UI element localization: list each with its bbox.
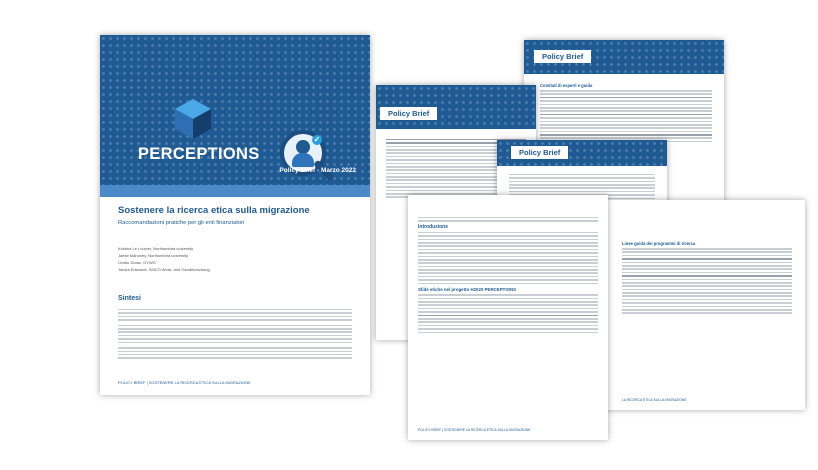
cover-date: Policy Brief - Marzo 2022 (279, 167, 356, 174)
section-heading: Comitati di esperti e guida (540, 83, 593, 88)
page-title: Sostenere la ricerca etica sulla migrazione (118, 205, 310, 216)
page-header (497, 140, 667, 166)
page-text (622, 238, 792, 316)
author: Kristina Le Louvier, Northumbria university (118, 246, 194, 251)
page-footer: POLICY BRIEF | SOSTENERE LA RICERCA ETICA SULLA MIGRAZIONE (118, 380, 251, 385)
check-icon: ✓ (313, 135, 321, 144)
page-text (540, 80, 712, 144)
page-footer: LA RICERCA ETICA SULLA MIGRAZIONE (622, 398, 687, 402)
author: Jamie Mahoney, Northumbria university (118, 253, 189, 258)
person-body-icon (292, 153, 314, 167)
cover-header (100, 35, 370, 185)
page-header (376, 85, 536, 129)
policy-brief-tab: Policy Brief (380, 107, 437, 120)
section-heading: Linee guida dei programmi di ricerca (622, 241, 696, 246)
author-list (118, 245, 210, 273)
cover-titles (118, 205, 352, 226)
section-heading: Introduzione (418, 223, 448, 230)
policy-brief-page-6 (600, 200, 805, 410)
section-heading: Sintesi (118, 295, 141, 302)
policy-brief-page-5 (408, 195, 608, 440)
policy-brief-tab: Policy Brief (534, 50, 591, 63)
perceptions-logo (138, 97, 260, 164)
page-header (524, 40, 724, 74)
page-footer: POLICY BRIEF | SOSTENERE LA RICERCA ETICA SULLA MIGRAZIONE (418, 428, 531, 432)
page-text (418, 215, 598, 335)
author: James Edwards, SMCO Work- and Sozialforschung (118, 267, 210, 272)
policy-brief-tab: Policy Brief (511, 146, 568, 159)
cover-body-text (118, 307, 352, 361)
person-icon (296, 140, 310, 154)
logo-text: PERCEPTIONS (138, 145, 260, 163)
author: Ovidiu Durac, DYWO (118, 260, 156, 265)
policy-brief-cover (100, 35, 370, 395)
accent-bar (100, 185, 370, 197)
page-subtitle: Raccomandazioni pratiche per gli enti finanziatori (118, 220, 245, 226)
cube-icon (171, 97, 215, 141)
section-heading: Sfide etiche nel progetto H2020 PERCEPTIONS (418, 287, 517, 293)
